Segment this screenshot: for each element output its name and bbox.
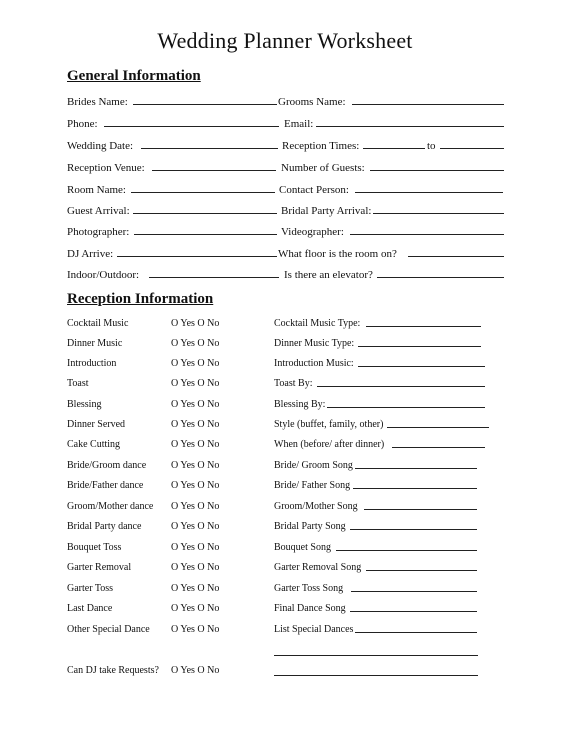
reception-detail-label: Blessing By: bbox=[274, 399, 326, 410]
reception-detail-label: Bride/ Groom Song bbox=[274, 460, 353, 471]
elevator-label: Is there an elevator? bbox=[284, 269, 373, 281]
wedding-date-label: Wedding Date: bbox=[67, 140, 134, 152]
reception-detail-label: When (before/ after dinner) bbox=[274, 439, 385, 450]
grooms-name-label: Grooms Name: bbox=[278, 96, 346, 108]
number-of-guests-label: Number of Guests: bbox=[281, 162, 365, 174]
reception-item-label: Bridal Party dance bbox=[67, 521, 142, 532]
reception-detail-label: Bridal Party Song bbox=[274, 521, 346, 532]
reception-detail-field[interactable] bbox=[364, 501, 477, 510]
yes-no-options[interactable]: O Yes O No bbox=[171, 542, 220, 553]
yes-no-options[interactable]: O Yes O No bbox=[171, 460, 220, 471]
videographer-label: Videographer: bbox=[281, 226, 344, 238]
yes-no-options[interactable]: O Yes O No bbox=[171, 338, 220, 349]
room-floor-field[interactable] bbox=[408, 248, 504, 257]
yes-no-options[interactable]: O Yes O No bbox=[171, 624, 220, 635]
reception-item-label: Blessing bbox=[67, 399, 102, 410]
reception-venue-label: Reception Venue: bbox=[67, 162, 145, 174]
reception-detail-field[interactable] bbox=[366, 318, 481, 327]
yes-no-options[interactable]: O Yes O No bbox=[171, 665, 220, 676]
reception-detail-field[interactable] bbox=[355, 460, 477, 469]
reception-detail-label: Bride/ Father Song bbox=[274, 480, 351, 491]
reception-detail-field[interactable] bbox=[353, 480, 477, 489]
reception-information-heading: Reception Information bbox=[67, 291, 214, 307]
bridal-party-arrival-field[interactable] bbox=[373, 205, 504, 214]
reception-detail-label: Introduction Music: bbox=[274, 358, 354, 369]
grooms-name-field[interactable] bbox=[352, 96, 504, 105]
yes-no-options[interactable]: O Yes O No bbox=[171, 439, 220, 450]
videographer-field[interactable] bbox=[350, 226, 504, 235]
reception-item-label: Other Special Dance bbox=[67, 624, 150, 635]
reception-item-label: Cocktail Music bbox=[67, 318, 129, 329]
room-floor-label: What floor is the room on? bbox=[278, 248, 397, 260]
reception-detail-label: Final Dance Song bbox=[274, 603, 346, 614]
elevator-field[interactable] bbox=[377, 269, 504, 278]
reception-end-field[interactable] bbox=[440, 140, 504, 149]
page-title: Wedding Planner Worksheet bbox=[157, 28, 413, 53]
room-name-label: Room Name: bbox=[67, 184, 126, 196]
reception-detail-field[interactable] bbox=[350, 521, 477, 530]
reception-detail-field[interactable] bbox=[327, 399, 485, 408]
yes-no-options[interactable]: O Yes O No bbox=[171, 358, 220, 369]
email-label: Email: bbox=[284, 118, 314, 130]
phone-label: Phone: bbox=[67, 118, 98, 130]
reception-venue-field[interactable] bbox=[152, 162, 276, 171]
reception-item-label: Garter Removal bbox=[67, 562, 132, 573]
reception-detail-label: Garter Removal Song bbox=[274, 562, 362, 573]
reception-detail-field[interactable] bbox=[358, 358, 485, 367]
reception-detail-label: Garter Toss Song bbox=[274, 583, 344, 594]
guest-arrival-label: Guest Arrival: bbox=[67, 205, 130, 217]
yes-no-options[interactable]: O Yes O No bbox=[171, 419, 220, 430]
reception-item-label: Bouquet Toss bbox=[67, 542, 122, 553]
dj-arrive-label: DJ Arrive: bbox=[67, 248, 114, 260]
reception-times-label: Reception Times: bbox=[282, 140, 360, 152]
yes-no-options[interactable]: O Yes O No bbox=[171, 480, 220, 491]
reception-item-label: Dinner Music bbox=[67, 338, 123, 349]
brides-name-label: Brides Name: bbox=[67, 96, 128, 108]
reception-detail-field[interactable] bbox=[351, 583, 477, 592]
contact-person-label: Contact Person: bbox=[279, 184, 349, 196]
reception-detail-label: Style (buffet, family, other) bbox=[274, 419, 384, 430]
reception-detail-field[interactable] bbox=[350, 603, 477, 612]
reception-item-label: Introduction bbox=[67, 358, 117, 369]
guest-arrival-field[interactable] bbox=[133, 205, 277, 214]
dj-requests-label: Can DJ take Requests? bbox=[67, 665, 159, 676]
reception-detail-field[interactable] bbox=[387, 419, 489, 428]
indoor-outdoor-label: Indoor/Outdoor: bbox=[67, 269, 140, 281]
reception-detail-field[interactable] bbox=[358, 338, 481, 347]
email-field[interactable] bbox=[316, 118, 504, 127]
special-dances-line[interactable] bbox=[274, 675, 478, 676]
brides-name-field[interactable] bbox=[133, 96, 277, 105]
reception-detail-label: Bouquet Song bbox=[274, 542, 331, 553]
reception-item-label: Cake Cutting bbox=[67, 439, 121, 450]
reception-item-label: Garter Toss bbox=[67, 583, 114, 594]
yes-no-options[interactable]: O Yes O No bbox=[171, 521, 220, 532]
bridal-party-arrival-label: Bridal Party Arrival: bbox=[281, 205, 372, 217]
indoor-outdoor-field[interactable] bbox=[149, 269, 279, 278]
reception-detail-label: Cocktail Music Type: bbox=[274, 318, 361, 329]
reception-detail-label: Dinner Music Type: bbox=[274, 338, 355, 349]
special-dances-line[interactable] bbox=[274, 655, 478, 656]
reception-detail-field[interactable] bbox=[355, 624, 477, 633]
reception-item-label: Bride/Father dance bbox=[67, 480, 144, 491]
yes-no-options[interactable]: O Yes O No bbox=[171, 501, 220, 512]
reception-detail-label: Groom/Mother Song bbox=[274, 501, 358, 512]
reception-detail-field[interactable] bbox=[317, 378, 485, 387]
reception-detail-field[interactable] bbox=[392, 439, 485, 448]
reception-item-label: Bride/Groom dance bbox=[67, 460, 147, 471]
room-name-field[interactable] bbox=[131, 184, 275, 193]
reception-detail-label: Toast By: bbox=[274, 378, 313, 389]
yes-no-options[interactable]: O Yes O No bbox=[171, 399, 220, 410]
reception-item-label: Dinner Served bbox=[67, 419, 126, 430]
reception-detail-field[interactable] bbox=[336, 542, 477, 551]
yes-no-options[interactable]: O Yes O No bbox=[171, 562, 220, 573]
yes-no-options[interactable]: O Yes O No bbox=[171, 583, 220, 594]
reception-item-label: Toast bbox=[67, 378, 89, 389]
reception-item-label: Last Dance bbox=[67, 603, 113, 614]
reception-start-field[interactable] bbox=[363, 140, 425, 149]
dj-arrive-field[interactable] bbox=[117, 248, 277, 257]
reception-detail-field[interactable] bbox=[366, 562, 477, 571]
general-information-heading: General Information bbox=[67, 68, 201, 84]
yes-no-options[interactable]: O Yes O No bbox=[171, 318, 220, 329]
yes-no-options[interactable]: O Yes O No bbox=[171, 378, 220, 389]
reception-item-label: Groom/Mother dance bbox=[67, 501, 154, 512]
photographer-field[interactable] bbox=[134, 226, 277, 235]
wedding-date-field[interactable] bbox=[141, 140, 278, 149]
yes-no-options[interactable]: O Yes O No bbox=[171, 603, 220, 614]
reception-detail-label: List Special Dances bbox=[274, 624, 354, 635]
photographer-label: Photographer: bbox=[67, 226, 130, 238]
reception-times-to: to bbox=[427, 140, 436, 152]
phone-field[interactable] bbox=[104, 118, 279, 127]
contact-person-field[interactable] bbox=[355, 184, 503, 193]
number-of-guests-field[interactable] bbox=[370, 162, 504, 171]
